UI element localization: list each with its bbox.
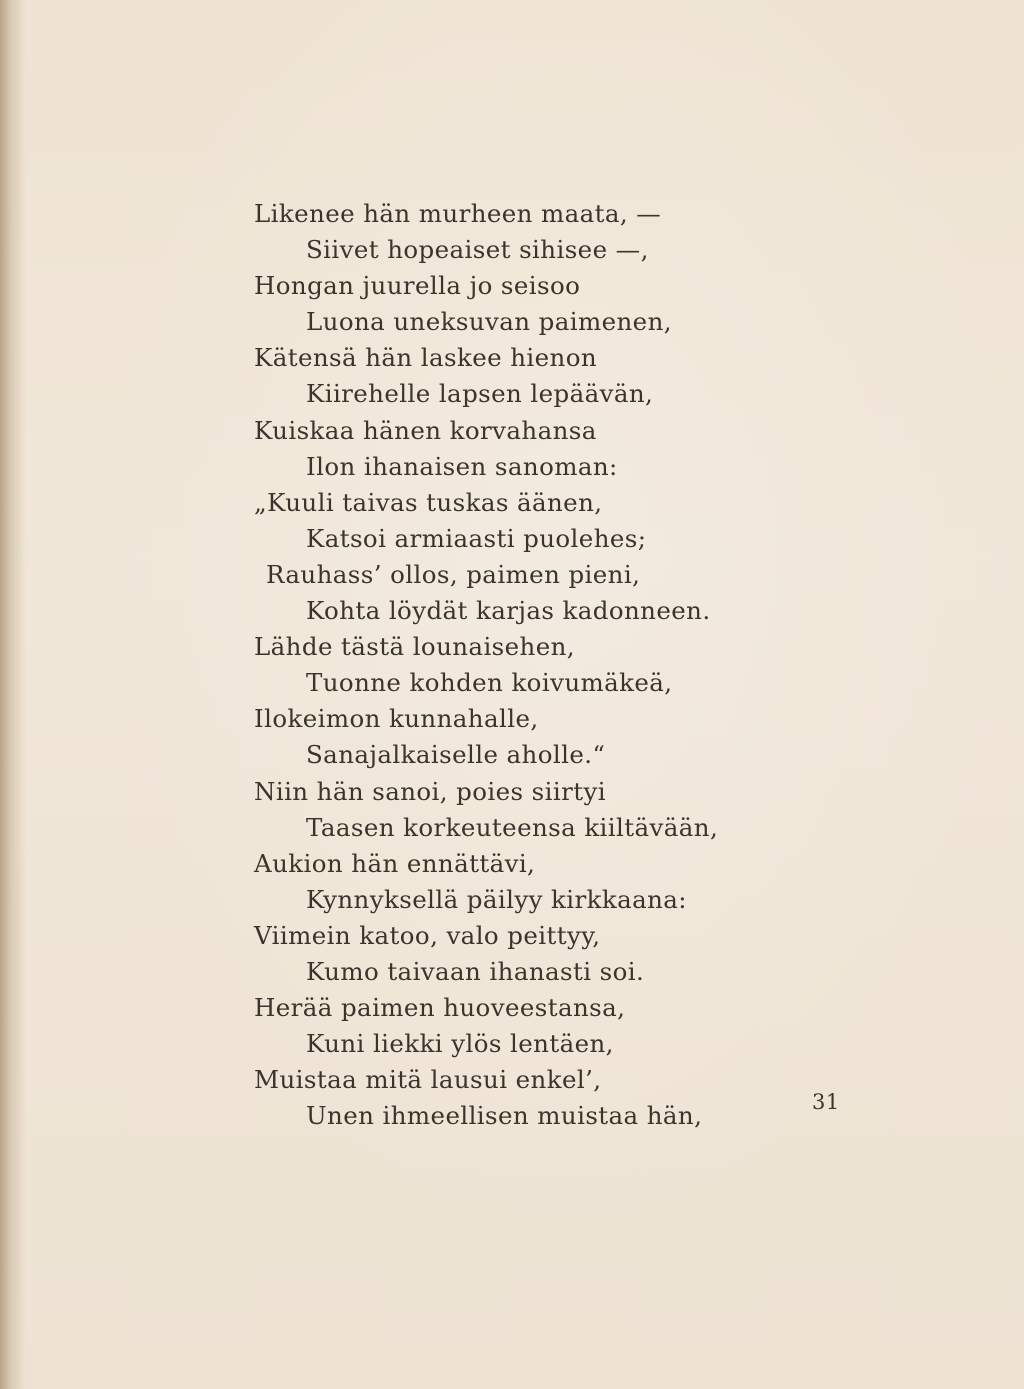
poem-line: Aukion hän ennättävi,: [254, 848, 536, 878]
poem-line: Tuonne kohden koivumäkeä,: [306, 668, 673, 698]
poem-line: Sanajalkaiselle aholle.“: [306, 740, 606, 770]
poem-line: Kiirehelle lapsen lepäävän,: [306, 379, 654, 409]
poem-line: Niin hän sanoi, poies siirtyi: [254, 776, 606, 806]
poem-line: Kumo taivaan ihanasti soi.: [306, 956, 645, 986]
page-number: 31: [812, 1090, 840, 1114]
poem-text: [254, 196, 754, 1134]
poem-line: Viimein katoo, valo peittyy,: [254, 920, 601, 950]
poem-line: „Kuuli taivas tuskas äänen,: [254, 487, 603, 517]
poem-line: Muistaa mitä lausui enkel’,: [254, 1065, 602, 1095]
poem-line: Lähde tästä lounaisehen,: [254, 632, 575, 662]
poem-line: Kohta löydät karjas kadonneen.: [306, 596, 711, 626]
poem-line: Luona uneksuvan paimenen,: [306, 307, 672, 337]
poem-line: Unen ihmeellisen muistaa hän,: [306, 1101, 703, 1131]
poem-line: Ilokeimon kunnahalle,: [254, 704, 539, 734]
poem-line: Kynnyksellä päilyy kirkkaana:: [306, 884, 687, 914]
poem-line: Taasen korkeuteensa kiiltävään,: [306, 812, 719, 842]
poem-line: Kuni liekki ylös lentäen,: [306, 1029, 614, 1059]
poem-line: Ilon ihanaisen sanoman:: [306, 451, 618, 481]
poem-line: Hongan juurella jo seisoo: [254, 271, 581, 301]
poem-line: Rauhass’ ollos, paimen pieni,: [266, 559, 641, 589]
poem-line: Kätensä hän laskee hienon: [254, 343, 598, 373]
poem-line: Herää paimen huoveestansa,: [254, 993, 626, 1023]
poem-line: Katsoi armiaasti puolehes;: [306, 523, 647, 553]
poem-line: Likenee hän murheen maata, —: [254, 199, 662, 228]
poem-line: Siivet hopeaiset sihisee —,: [306, 235, 649, 265]
poem-line: Kuiskaa hänen korvahansa: [254, 415, 597, 445]
page-gutter-shadow: [0, 0, 26, 1389]
